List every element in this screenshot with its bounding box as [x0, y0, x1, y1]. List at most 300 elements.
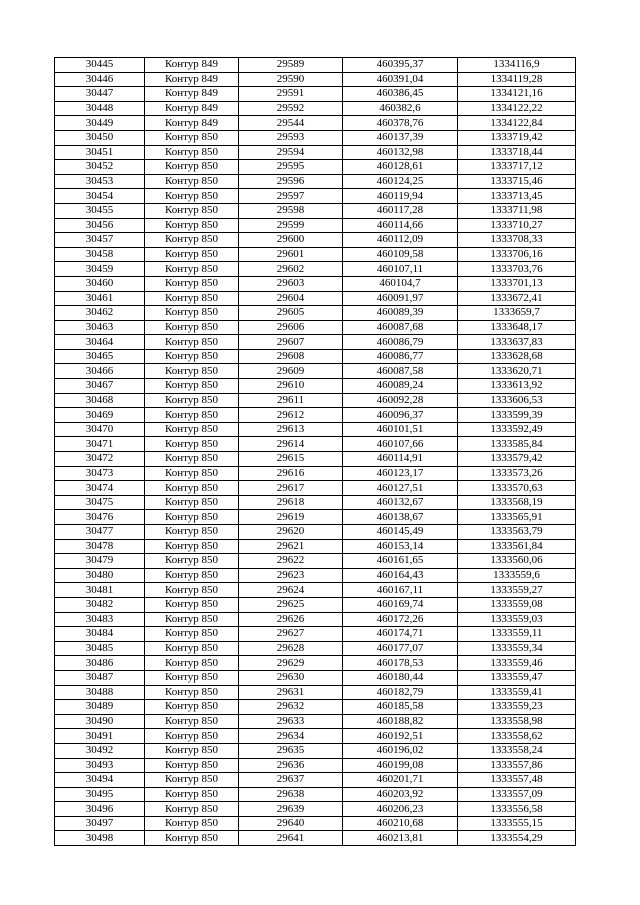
y-coordinate-cell: 1333620,71 [458, 364, 576, 379]
y-coordinate-cell: 1333570,63 [458, 481, 576, 496]
x-coordinate-cell: 460132,67 [343, 495, 458, 510]
contour-name-cell: Контур 850 [145, 670, 239, 685]
y-coordinate-cell: 1334122,84 [458, 116, 576, 131]
x-coordinate-cell: 460114,66 [343, 218, 458, 233]
y-coordinate-cell: 1333715,46 [458, 174, 576, 189]
contour-name-cell: Контур 850 [145, 597, 239, 612]
contour-name-cell: Контур 850 [145, 466, 239, 481]
point-number-cell: 30494 [55, 773, 145, 788]
vertex-id-cell: 29635 [239, 743, 343, 758]
contour-name-cell: Контур 849 [145, 101, 239, 116]
table-row [55, 481, 576, 496]
contour-name-cell: Контур 850 [145, 262, 239, 277]
vertex-id-cell: 29624 [239, 583, 343, 598]
y-coordinate-cell: 1333719,42 [458, 130, 576, 145]
table-row [55, 758, 576, 773]
x-coordinate-cell: 460182,79 [343, 685, 458, 700]
x-coordinate-cell: 460114,91 [343, 452, 458, 467]
table-row [55, 393, 576, 408]
table-row [55, 101, 576, 116]
contour-name-cell: Контур 850 [145, 816, 239, 831]
table-row [55, 72, 576, 87]
contour-name-cell: Контур 850 [145, 568, 239, 583]
point-number-cell: 30463 [55, 320, 145, 335]
vertex-id-cell: 29615 [239, 452, 343, 467]
point-number-cell: 30453 [55, 174, 145, 189]
contour-name-cell: Контур 850 [145, 714, 239, 729]
table-row [55, 306, 576, 321]
y-coordinate-cell: 1334116,9 [458, 58, 576, 73]
vertex-id-cell: 29610 [239, 379, 343, 394]
vertex-id-cell: 29620 [239, 525, 343, 540]
contour-name-cell: Контур 850 [145, 831, 239, 846]
x-coordinate-cell: 460091,97 [343, 291, 458, 306]
contour-name-cell: Контур 850 [145, 525, 239, 540]
point-number-cell: 30459 [55, 262, 145, 277]
table-row [55, 364, 576, 379]
y-coordinate-cell: 1333579,42 [458, 452, 576, 467]
vertex-id-cell: 29544 [239, 116, 343, 131]
vertex-id-cell: 29606 [239, 320, 343, 335]
table-row [55, 130, 576, 145]
point-number-cell: 30473 [55, 466, 145, 481]
vertex-id-cell: 29605 [239, 306, 343, 321]
vertex-id-cell: 29633 [239, 714, 343, 729]
y-coordinate-cell: 1333710,27 [458, 218, 576, 233]
y-coordinate-cell: 1333573,26 [458, 466, 576, 481]
x-coordinate-cell: 460167,11 [343, 583, 458, 598]
point-number-cell: 30472 [55, 452, 145, 467]
y-coordinate-cell: 1333703,76 [458, 262, 576, 277]
table-row [55, 422, 576, 437]
vertex-id-cell: 29641 [239, 831, 343, 846]
table-row [55, 831, 576, 846]
table-row [55, 554, 576, 569]
x-coordinate-cell: 460089,24 [343, 379, 458, 394]
vertex-id-cell: 29608 [239, 349, 343, 364]
contour-name-cell: Контур 850 [145, 481, 239, 496]
vertex-id-cell: 29603 [239, 276, 343, 291]
contour-name-cell: Контур 850 [145, 612, 239, 627]
y-coordinate-cell: 1333718,44 [458, 145, 576, 160]
x-coordinate-cell: 460145,49 [343, 525, 458, 540]
table-row [55, 58, 576, 73]
y-coordinate-cell: 1333559,08 [458, 597, 576, 612]
y-coordinate-cell: 1333585,84 [458, 437, 576, 452]
vertex-id-cell: 29617 [239, 481, 343, 496]
x-coordinate-cell: 460092,28 [343, 393, 458, 408]
table-row [55, 87, 576, 102]
contour-name-cell: Контур 850 [145, 743, 239, 758]
point-number-cell: 30456 [55, 218, 145, 233]
contour-name-cell: Контур 850 [145, 174, 239, 189]
point-number-cell: 30448 [55, 101, 145, 116]
contour-name-cell: Контур 850 [145, 218, 239, 233]
vertex-id-cell: 29636 [239, 758, 343, 773]
y-coordinate-cell: 1333713,45 [458, 189, 576, 204]
vertex-id-cell: 29623 [239, 568, 343, 583]
table-row [55, 700, 576, 715]
y-coordinate-cell: 1333659,7 [458, 306, 576, 321]
point-number-cell: 30465 [55, 349, 145, 364]
x-coordinate-cell: 460127,51 [343, 481, 458, 496]
table-row [55, 597, 576, 612]
y-coordinate-cell: 1333613,92 [458, 379, 576, 394]
contour-name-cell: Контур 850 [145, 758, 239, 773]
x-coordinate-cell: 460161,65 [343, 554, 458, 569]
vertex-id-cell: 29604 [239, 291, 343, 306]
contour-name-cell: Контур 850 [145, 656, 239, 671]
contour-name-cell: Контур 850 [145, 627, 239, 642]
contour-name-cell: Контур 850 [145, 495, 239, 510]
table-row [55, 641, 576, 656]
point-number-cell: 30474 [55, 481, 145, 496]
point-number-cell: 30488 [55, 685, 145, 700]
vertex-id-cell: 29625 [239, 597, 343, 612]
vertex-id-cell: 29602 [239, 262, 343, 277]
contour-name-cell: Контур 850 [145, 320, 239, 335]
point-number-cell: 30461 [55, 291, 145, 306]
x-coordinate-cell: 460153,14 [343, 539, 458, 554]
table-row [55, 525, 576, 540]
table-row [55, 349, 576, 364]
point-number-cell: 30487 [55, 670, 145, 685]
x-coordinate-cell: 460382,6 [343, 101, 458, 116]
contour-name-cell: Контур 850 [145, 787, 239, 802]
table-row [55, 320, 576, 335]
x-coordinate-cell: 460112,09 [343, 233, 458, 248]
y-coordinate-cell: 1333672,41 [458, 291, 576, 306]
table-row [55, 437, 576, 452]
contour-name-cell: Контур 850 [145, 583, 239, 598]
table-row [55, 116, 576, 131]
x-coordinate-cell: 460086,79 [343, 335, 458, 350]
table-row [55, 203, 576, 218]
vertex-id-cell: 29629 [239, 656, 343, 671]
point-number-cell: 30466 [55, 364, 145, 379]
vertex-id-cell: 29607 [239, 335, 343, 350]
contour-name-cell: Контур 850 [145, 203, 239, 218]
table-row [55, 816, 576, 831]
x-coordinate-cell: 460089,39 [343, 306, 458, 321]
point-number-cell: 30498 [55, 831, 145, 846]
x-coordinate-cell: 460180,44 [343, 670, 458, 685]
contour-name-cell: Контур 849 [145, 72, 239, 87]
x-coordinate-cell: 460213,81 [343, 831, 458, 846]
point-number-cell: 30464 [55, 335, 145, 350]
table-row [55, 685, 576, 700]
vertex-id-cell: 29601 [239, 247, 343, 262]
x-coordinate-cell: 460206,23 [343, 802, 458, 817]
y-coordinate-cell: 1333559,11 [458, 627, 576, 642]
vertex-id-cell: 29611 [239, 393, 343, 408]
y-coordinate-cell: 1333559,23 [458, 700, 576, 715]
table-row [55, 743, 576, 758]
x-coordinate-cell: 460178,53 [343, 656, 458, 671]
y-coordinate-cell: 1333637,83 [458, 335, 576, 350]
point-number-cell: 30467 [55, 379, 145, 394]
x-coordinate-cell: 460164,43 [343, 568, 458, 583]
contour-name-cell: Контур 850 [145, 233, 239, 248]
point-number-cell: 30492 [55, 743, 145, 758]
table-row [55, 466, 576, 481]
point-number-cell: 30451 [55, 145, 145, 160]
vertex-id-cell: 29609 [239, 364, 343, 379]
vertex-id-cell: 29599 [239, 218, 343, 233]
point-number-cell: 30447 [55, 87, 145, 102]
contour-name-cell: Контур 850 [145, 554, 239, 569]
point-number-cell: 30495 [55, 787, 145, 802]
y-coordinate-cell: 1333648,17 [458, 320, 576, 335]
x-coordinate-cell: 460174,71 [343, 627, 458, 642]
vertex-id-cell: 29621 [239, 539, 343, 554]
contour-name-cell: Контур 850 [145, 510, 239, 525]
point-number-cell: 30490 [55, 714, 145, 729]
contour-name-cell: Контур 850 [145, 700, 239, 715]
vertex-id-cell: 29640 [239, 816, 343, 831]
vertex-id-cell: 29630 [239, 670, 343, 685]
x-coordinate-cell: 460199,08 [343, 758, 458, 773]
point-number-cell: 30445 [55, 58, 145, 73]
y-coordinate-cell: 1333559,27 [458, 583, 576, 598]
point-number-cell: 30486 [55, 656, 145, 671]
y-coordinate-cell: 1334119,28 [458, 72, 576, 87]
contour-name-cell: Контур 849 [145, 116, 239, 131]
table-row [55, 568, 576, 583]
point-number-cell: 30455 [55, 203, 145, 218]
contour-name-cell: Контур 850 [145, 145, 239, 160]
vertex-id-cell: 29616 [239, 466, 343, 481]
contour-name-cell: Контур 850 [145, 641, 239, 656]
y-coordinate-cell: 1333557,86 [458, 758, 576, 773]
x-coordinate-cell: 460109,58 [343, 247, 458, 262]
x-coordinate-cell: 460117,28 [343, 203, 458, 218]
point-number-cell: 30496 [55, 802, 145, 817]
x-coordinate-cell: 460087,68 [343, 320, 458, 335]
y-coordinate-cell: 1334122,22 [458, 101, 576, 116]
contour-name-cell: Контур 850 [145, 379, 239, 394]
vertex-id-cell: 29639 [239, 802, 343, 817]
y-coordinate-cell: 1333560,06 [458, 554, 576, 569]
x-coordinate-cell: 460169,74 [343, 597, 458, 612]
point-number-cell: 30449 [55, 116, 145, 131]
contour-name-cell: Контур 850 [145, 306, 239, 321]
table-row [55, 729, 576, 744]
vertex-id-cell: 29612 [239, 408, 343, 423]
vertex-id-cell: 29634 [239, 729, 343, 744]
y-coordinate-cell: 1333606,53 [458, 393, 576, 408]
vertex-id-cell: 29628 [239, 641, 343, 656]
contour-name-cell: Контур 850 [145, 276, 239, 291]
point-number-cell: 30482 [55, 597, 145, 612]
y-coordinate-cell: 1333558,98 [458, 714, 576, 729]
contour-name-cell: Контур 850 [145, 364, 239, 379]
y-coordinate-cell: 1333555,15 [458, 816, 576, 831]
contour-name-cell: Контур 850 [145, 349, 239, 364]
point-number-cell: 30478 [55, 539, 145, 554]
vertex-id-cell: 29596 [239, 174, 343, 189]
table-row [55, 276, 576, 291]
vertex-id-cell: 29614 [239, 437, 343, 452]
x-coordinate-cell: 460107,66 [343, 437, 458, 452]
vertex-id-cell: 29589 [239, 58, 343, 73]
point-number-cell: 30470 [55, 422, 145, 437]
vertex-id-cell: 29593 [239, 130, 343, 145]
point-number-cell: 30497 [55, 816, 145, 831]
y-coordinate-cell: 1333711,98 [458, 203, 576, 218]
table-row [55, 787, 576, 802]
x-coordinate-cell: 460188,82 [343, 714, 458, 729]
y-coordinate-cell: 1333561,84 [458, 539, 576, 554]
x-coordinate-cell: 460128,61 [343, 160, 458, 175]
table-row [55, 247, 576, 262]
point-number-cell: 30491 [55, 729, 145, 744]
point-number-cell: 30446 [55, 72, 145, 87]
point-number-cell: 30468 [55, 393, 145, 408]
x-coordinate-cell: 460101,51 [343, 422, 458, 437]
vertex-id-cell: 29592 [239, 101, 343, 116]
contour-name-cell: Контур 850 [145, 539, 239, 554]
x-coordinate-cell: 460172,26 [343, 612, 458, 627]
contour-name-cell: Контур 850 [145, 437, 239, 452]
vertex-id-cell: 29637 [239, 773, 343, 788]
x-coordinate-cell: 460096,37 [343, 408, 458, 423]
table-row [55, 495, 576, 510]
table-row [55, 773, 576, 788]
contour-name-cell: Контур 850 [145, 291, 239, 306]
x-coordinate-cell: 460196,02 [343, 743, 458, 758]
vertex-id-cell: 29638 [239, 787, 343, 802]
table-row [55, 656, 576, 671]
y-coordinate-cell: 1333563,79 [458, 525, 576, 540]
y-coordinate-cell: 1333557,48 [458, 773, 576, 788]
point-number-cell: 30469 [55, 408, 145, 423]
contour-name-cell: Контур 850 [145, 422, 239, 437]
vertex-id-cell: 29622 [239, 554, 343, 569]
y-coordinate-cell: 1333558,62 [458, 729, 576, 744]
point-number-cell: 30477 [55, 525, 145, 540]
y-coordinate-cell: 1333592,49 [458, 422, 576, 437]
table-row [55, 145, 576, 160]
table-row [55, 291, 576, 306]
contour-name-cell: Контур 850 [145, 247, 239, 262]
table-row [55, 408, 576, 423]
y-coordinate-cell: 1333701,13 [458, 276, 576, 291]
y-coordinate-cell: 1333559,6 [458, 568, 576, 583]
coordinates-table-body [55, 58, 576, 846]
y-coordinate-cell: 1333717,12 [458, 160, 576, 175]
point-number-cell: 30450 [55, 130, 145, 145]
coordinates-table [54, 57, 576, 846]
point-number-cell: 30452 [55, 160, 145, 175]
vertex-id-cell: 29618 [239, 495, 343, 510]
vertex-id-cell: 29597 [239, 189, 343, 204]
contour-name-cell: Контур 850 [145, 685, 239, 700]
x-coordinate-cell: 460378,76 [343, 116, 458, 131]
point-number-cell: 30479 [55, 554, 145, 569]
table-row [55, 160, 576, 175]
x-coordinate-cell: 460391,04 [343, 72, 458, 87]
vertex-id-cell: 29613 [239, 422, 343, 437]
contour-name-cell: Контур 849 [145, 58, 239, 73]
table-row [55, 612, 576, 627]
y-coordinate-cell: 1334121,16 [458, 87, 576, 102]
point-number-cell: 30483 [55, 612, 145, 627]
table-row [55, 379, 576, 394]
point-number-cell: 30454 [55, 189, 145, 204]
vertex-id-cell: 29627 [239, 627, 343, 642]
vertex-id-cell: 29600 [239, 233, 343, 248]
vertex-id-cell: 29590 [239, 72, 343, 87]
contour-name-cell: Контур 850 [145, 335, 239, 350]
point-number-cell: 30481 [55, 583, 145, 598]
point-number-cell: 30489 [55, 700, 145, 715]
y-coordinate-cell: 1333557,09 [458, 787, 576, 802]
y-coordinate-cell: 1333559,34 [458, 641, 576, 656]
x-coordinate-cell: 460395,37 [343, 58, 458, 73]
x-coordinate-cell: 460201,71 [343, 773, 458, 788]
x-coordinate-cell: 460132,98 [343, 145, 458, 160]
x-coordinate-cell: 460104,7 [343, 276, 458, 291]
x-coordinate-cell: 460138,67 [343, 510, 458, 525]
point-number-cell: 30457 [55, 233, 145, 248]
vertex-id-cell: 29619 [239, 510, 343, 525]
x-coordinate-cell: 460107,11 [343, 262, 458, 277]
contour-name-cell: Контур 850 [145, 802, 239, 817]
x-coordinate-cell: 460192,51 [343, 729, 458, 744]
x-coordinate-cell: 460123,17 [343, 466, 458, 481]
contour-name-cell: Контур 850 [145, 130, 239, 145]
y-coordinate-cell: 1333565,91 [458, 510, 576, 525]
contour-name-cell: Контур 850 [145, 393, 239, 408]
vertex-id-cell: 29631 [239, 685, 343, 700]
point-number-cell: 30484 [55, 627, 145, 642]
y-coordinate-cell: 1333708,33 [458, 233, 576, 248]
point-number-cell: 30476 [55, 510, 145, 525]
vertex-id-cell: 29595 [239, 160, 343, 175]
contour-name-cell: Контур 850 [145, 189, 239, 204]
point-number-cell: 30462 [55, 306, 145, 321]
y-coordinate-cell: 1333706,16 [458, 247, 576, 262]
table-row [55, 233, 576, 248]
y-coordinate-cell: 1333556,58 [458, 802, 576, 817]
table-row [55, 670, 576, 685]
vertex-id-cell: 29598 [239, 203, 343, 218]
table-row [55, 335, 576, 350]
table-row [55, 539, 576, 554]
point-number-cell: 30480 [55, 568, 145, 583]
table-row [55, 510, 576, 525]
y-coordinate-cell: 1333599,39 [458, 408, 576, 423]
table-row [55, 627, 576, 642]
vertex-id-cell: 29632 [239, 700, 343, 715]
contour-name-cell: Контур 849 [145, 87, 239, 102]
x-coordinate-cell: 460086,77 [343, 349, 458, 364]
point-number-cell: 30475 [55, 495, 145, 510]
point-number-cell: 30493 [55, 758, 145, 773]
x-coordinate-cell: 460210,68 [343, 816, 458, 831]
table-row [55, 452, 576, 467]
table-row [55, 714, 576, 729]
y-coordinate-cell: 1333568,19 [458, 495, 576, 510]
y-coordinate-cell: 1333559,46 [458, 656, 576, 671]
point-number-cell: 30458 [55, 247, 145, 262]
table-row [55, 583, 576, 598]
vertex-id-cell: 29594 [239, 145, 343, 160]
table-row [55, 189, 576, 204]
contour-name-cell: Контур 850 [145, 729, 239, 744]
x-coordinate-cell: 460137,39 [343, 130, 458, 145]
